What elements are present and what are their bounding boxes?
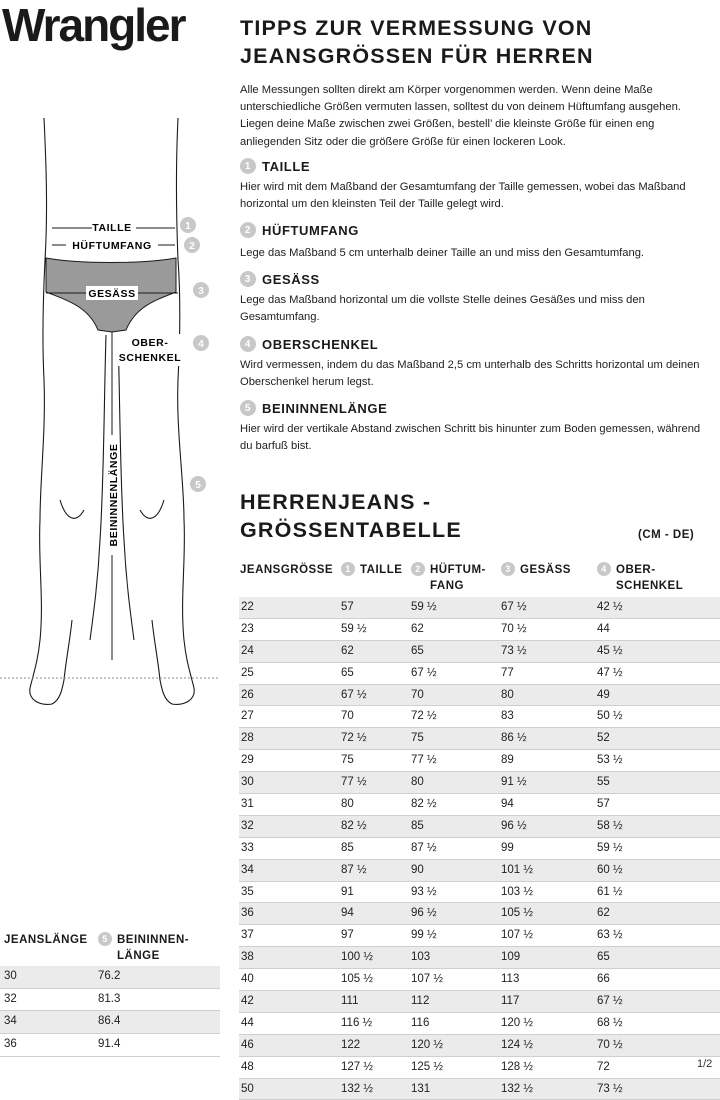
label-gesaess: GESÄSS: [88, 288, 136, 300]
table-row: [239, 903, 720, 925]
table-cell: 67 ½: [341, 688, 367, 701]
table-cell: 94: [341, 907, 354, 920]
table-cell: 48: [241, 1060, 254, 1073]
table-cell: 42 ½: [597, 601, 623, 613]
table-cell: 33: [241, 841, 254, 854]
table-cell: 42: [241, 995, 254, 1008]
badge-number: 4: [198, 339, 204, 350]
table-row: [239, 925, 720, 947]
table-row: [239, 1057, 720, 1079]
number-badge: 5: [240, 400, 256, 416]
table-cell: 53 ½: [597, 754, 623, 767]
table-cell: 112: [411, 995, 430, 1008]
table-cell: 91 ½: [501, 776, 527, 789]
col-header-label: LÄNGE: [117, 950, 160, 962]
table-cell: 82 ½: [411, 798, 437, 811]
table-cell: 82 ½: [341, 819, 367, 832]
table-cell: 67 ½: [501, 601, 527, 613]
table-cell: 80: [411, 776, 424, 789]
label-hueftumfang: HÜFTUMFANG: [72, 240, 152, 252]
table-cell: 111: [341, 995, 359, 1008]
table-cell: 80: [341, 798, 354, 811]
table-cell: 86 ½: [501, 732, 527, 745]
number-badge: 4: [597, 562, 611, 576]
table-row: [239, 816, 720, 838]
number-badge: 3: [240, 271, 256, 287]
table-cell: 89: [501, 754, 514, 767]
table-row: [239, 969, 720, 991]
col-header-jeansgroesse: JEANSGRÖSSE: [240, 564, 334, 576]
col-header-taille: [341, 562, 402, 578]
table-cell: 38: [241, 951, 254, 964]
table-cell: 99: [501, 841, 514, 854]
table-row: [239, 838, 720, 860]
label-taille: TAILLE: [92, 222, 132, 234]
col-header-label: SCHENKEL: [616, 580, 684, 592]
table-cell: 63 ½: [597, 929, 623, 942]
table-cell: 117: [501, 995, 520, 1008]
brand-logo: Wrangler: [2, 0, 185, 51]
page-title-line1: TIPPS ZUR VERMESSUNG VON: [240, 16, 593, 40]
table-cell: 131: [411, 1082, 431, 1095]
table-cell: 36: [4, 1038, 17, 1051]
size-table-title: [240, 488, 462, 544]
col-header-label: BEININNEN-: [117, 934, 190, 946]
col-header-gesaess: [501, 562, 571, 578]
table-cell: 132 ½: [501, 1082, 533, 1095]
table-row: [0, 989, 220, 1012]
table-row: [239, 728, 720, 750]
table-cell: 125 ½: [411, 1060, 443, 1073]
section-text-gesaess: Lege das Maßband horizontal um die vollste Stelle deines Gesäßes und miss den Gesamtumfang.: [240, 294, 645, 324]
table-cell: 60 ½: [597, 863, 623, 876]
table-cell: 62: [341, 644, 354, 657]
figure-number-badges: [180, 217, 209, 492]
table-cell: 32: [4, 992, 17, 1005]
table-cell: 99 ½: [411, 929, 437, 942]
table-cell: 73 ½: [597, 1082, 623, 1095]
table-cell: 127 ½: [341, 1060, 373, 1073]
section-heading-oberschenkel: [240, 336, 378, 352]
table-cell: 59 ½: [597, 841, 623, 854]
table-row: [239, 1079, 720, 1100]
section-heading-beininnenlaenge: [240, 400, 387, 416]
table-cell: 113: [501, 973, 520, 986]
table-cell: 65: [597, 951, 610, 964]
table-row: [239, 641, 720, 663]
col-header-oberschenkel: [597, 562, 683, 594]
table-cell: 47 ½: [597, 666, 623, 679]
table-cell: 93 ½: [411, 885, 437, 898]
label-ober: OBER-: [131, 337, 169, 349]
table-row: [239, 1013, 720, 1035]
table-cell: 94: [501, 798, 514, 811]
table-cell: 77 ½: [411, 754, 437, 767]
table-cell: 68 ½: [597, 1016, 623, 1029]
table-cell: 91.4: [98, 1038, 121, 1051]
table-cell: 105 ½: [501, 907, 533, 920]
table-row: [239, 663, 720, 685]
table-cell: 27: [241, 710, 254, 723]
table-cell: 107 ½: [411, 973, 443, 986]
table-cell: 26: [241, 688, 254, 701]
table-cell: 25: [241, 666, 254, 679]
table-cell: 65: [411, 644, 424, 657]
table-row: [239, 619, 720, 641]
table-cell: 58 ½: [597, 819, 623, 832]
section-text-hueftumfang: Lege das Maßband 5 cm unterhalb deiner Taille an und miss den Gesamtumfang.: [240, 247, 645, 259]
table-row: [239, 1035, 720, 1057]
col-header-beininnenlaenge: [98, 932, 189, 964]
table-cell: 62: [597, 907, 610, 920]
table-cell: 72: [597, 1060, 610, 1073]
table-cell: 90: [411, 863, 424, 876]
col-header-jeanslaenge: JEANSLÄNGE: [4, 934, 88, 946]
label-beininnenlaenge: BEININNENLÄNGE: [108, 443, 120, 547]
table-cell: 100 ½: [341, 951, 373, 964]
table-cell: 87 ½: [341, 863, 367, 876]
table-cell: 67 ½: [597, 995, 623, 1008]
section-text-oberschenkel: Wird vermessen, indem du das Maßband 2,5 cm unterhalb des Schritts horizontal um deinen Oberschenkel herum legst.: [240, 359, 700, 389]
table-row: [239, 882, 720, 904]
table-cell: 32: [241, 819, 254, 832]
table-cell: 59 ½: [411, 601, 437, 613]
table-cell: 101 ½: [501, 863, 533, 876]
table-cell: 120 ½: [411, 1038, 443, 1051]
table-row: [239, 794, 720, 816]
size-table: [239, 597, 720, 1100]
table-row: [0, 1034, 220, 1057]
table-cell: 65: [341, 666, 354, 679]
page-title-line2: JEANSGRÖSSEN FÜR HERREN: [240, 44, 594, 68]
table-cell: 75: [341, 754, 354, 767]
col-header-label: FANG: [430, 580, 464, 592]
table-cell: 103 ½: [501, 885, 533, 898]
table-cell: 23: [241, 622, 254, 635]
number-badge: 2: [240, 222, 256, 238]
section-title: BEININNENLÄNGE: [262, 400, 388, 416]
col-header-label: TAILLE: [360, 564, 403, 576]
table-cell: 46: [241, 1038, 254, 1051]
table-cell: 120 ½: [501, 1016, 533, 1029]
table-cell: 70 ½: [597, 1038, 623, 1051]
table-cell: 85: [411, 819, 424, 832]
table-cell: 70 ½: [501, 622, 527, 635]
table-cell: 61 ½: [597, 885, 623, 898]
section-title: GESÄSS: [262, 271, 320, 287]
number-badge: 1: [341, 562, 355, 576]
table-row: [0, 1011, 220, 1034]
section-title: HÜFTUMFANG: [262, 222, 359, 238]
table-cell: 77: [501, 666, 514, 679]
table-cell: 28: [241, 732, 254, 745]
table-row: [239, 947, 720, 969]
table-cell: 73 ½: [501, 644, 527, 657]
table-cell: 91: [341, 885, 354, 898]
size-table-title-line2: GRÖSSENTABELLE: [240, 518, 462, 542]
section-title: TAILLE: [262, 158, 311, 174]
table-cell: 57: [341, 601, 354, 613]
number-badge: 2: [411, 562, 425, 576]
section-text-beininnenlaenge: Hier wird der vertikale Abstand zwischen Schritt bis hinunter zum Boden gemessen, während du barfuß bist.: [240, 423, 701, 453]
table-cell: 75: [411, 732, 424, 745]
table-cell: 34: [4, 1015, 17, 1028]
table-cell: 86.4: [98, 1015, 121, 1028]
table-cell: 44: [241, 1016, 254, 1029]
number-badge: 1: [240, 158, 256, 174]
table-cell: 62: [411, 622, 424, 635]
table-row: [239, 860, 720, 882]
section-heading-taille: [240, 158, 310, 174]
table-cell: 31: [241, 798, 254, 811]
table-cell: 45 ½: [597, 644, 623, 657]
table-cell: 34: [241, 863, 254, 876]
section-heading-hueftumfang: [240, 222, 359, 238]
page-title: [240, 14, 594, 70]
unit-label: (CM - DE): [638, 529, 695, 541]
table-cell: 81.3: [98, 992, 121, 1005]
table-cell: 50: [241, 1082, 254, 1095]
col-header-label: OBER-: [616, 564, 656, 576]
col-header-hueftumfang: [411, 562, 486, 594]
table-cell: 107 ½: [501, 929, 533, 942]
table-cell: 116 ½: [341, 1016, 373, 1029]
table-cell: 59 ½: [341, 622, 367, 635]
intro-text: Alle Messungen sollten direkt am Körper vorgenommen werden. Wenn deine Maße unterschiedliche Größen vermuten lassen, solltest du von deinem Hüftumfang ausgehen. Liegen deine Maße zwischen zwei Größen, bestell’ die kleinste Größe für einen eng anliegenden Sitz oder die größere Größe für einen lockeren Look.: [240, 84, 681, 148]
table-cell: 30: [4, 970, 17, 982]
table-cell: 40: [241, 973, 254, 986]
table-cell: 67 ½: [411, 666, 437, 679]
table-cell: 77 ½: [341, 776, 367, 789]
table-cell: 72 ½: [341, 732, 367, 745]
table-row: [239, 991, 720, 1013]
size-table-title-line1: HERRENJEANS -: [240, 490, 432, 514]
table-cell: 50 ½: [597, 710, 623, 723]
table-cell: 124 ½: [501, 1038, 533, 1051]
page-number: 1/2: [697, 1058, 713, 1070]
badge-number: 1: [185, 221, 191, 232]
col-header-label: HÜFTUM-: [430, 564, 486, 576]
table-cell: 52: [597, 732, 610, 745]
table-cell: 105 ½: [341, 973, 373, 986]
table-cell: 97: [341, 929, 354, 942]
table-cell: 29: [241, 754, 254, 767]
table-cell: 37: [241, 929, 254, 942]
table-cell: 70: [411, 688, 424, 701]
section-heading-gesaess: [240, 271, 320, 287]
table-cell: 83: [501, 710, 514, 723]
table-cell: 22: [241, 601, 254, 613]
table-cell: 30: [241, 776, 254, 789]
table-cell: 96 ½: [411, 907, 437, 920]
number-badge: 5: [98, 932, 112, 946]
table-cell: 85: [341, 841, 354, 854]
table-cell: 87 ½: [411, 841, 437, 854]
table-cell: 49: [597, 688, 610, 701]
table-cell: 55: [597, 776, 610, 789]
badge-number: 5: [195, 480, 201, 491]
body-measurement-figure: [0, 100, 225, 740]
col-header-label: GESÄSS: [520, 564, 571, 576]
number-badge: 3: [501, 562, 515, 576]
table-cell: 96 ½: [501, 819, 527, 832]
table-cell: 66: [597, 973, 610, 986]
table-cell: 132 ½: [341, 1082, 373, 1095]
section-title: OBERSCHENKEL: [262, 336, 379, 352]
table-row: [239, 706, 720, 728]
table-cell: 72 ½: [411, 710, 437, 723]
label-schenkel: SCHENKEL: [118, 352, 182, 364]
table-cell: 103: [411, 951, 431, 964]
table-row: [239, 597, 720, 619]
table-cell: 57: [597, 798, 610, 811]
number-badge: 4: [240, 336, 256, 352]
table-cell: 76.2: [98, 970, 121, 982]
table-cell: 70: [341, 710, 354, 723]
table-cell: 44: [597, 622, 610, 635]
table-cell: 116: [411, 1016, 430, 1029]
badge-number: 3: [198, 286, 204, 297]
table-row: [239, 685, 720, 707]
table-cell: 109: [501, 951, 521, 964]
table-cell: 35: [241, 885, 254, 898]
table-row: [239, 750, 720, 772]
length-table: [0, 966, 220, 1057]
table-cell: 80: [501, 688, 514, 701]
table-cell: 36: [241, 907, 254, 920]
table-cell: 122: [341, 1038, 361, 1051]
table-row: [239, 772, 720, 794]
section-text-taille: Hier wird mit dem Maßband der Gesamtumfang der Taille gemessen, wobei das Maßband horizontal um den kleinsten Teil der Taille gelegt wird.: [240, 181, 686, 211]
table-row: [0, 966, 220, 989]
badge-number: 2: [189, 241, 195, 252]
table-cell: 128 ½: [501, 1060, 533, 1073]
table-cell: 24: [241, 644, 254, 657]
